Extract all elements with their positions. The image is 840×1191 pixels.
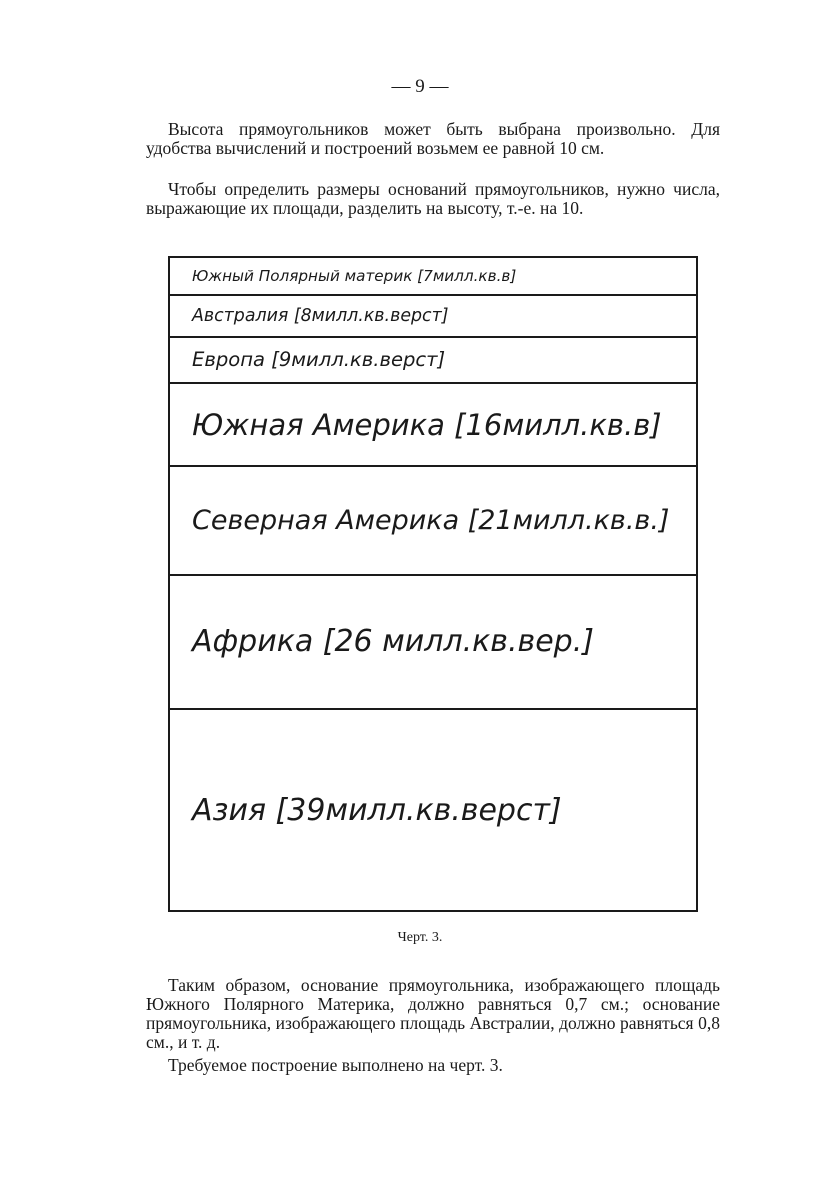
chart-band (170, 382, 696, 465)
continents-area-chart (168, 256, 698, 912)
paragraph-text: Чтобы определить размеры оснований прямоугольников, нужно числа, выражающие их площади, разделить на высоту, т.-е. на 10. (146, 179, 720, 218)
paragraph-base-sizes (146, 180, 720, 218)
chart-band-label: Северная Америка [21милл.кв.в.] (192, 504, 670, 536)
chart-band (170, 258, 696, 294)
paragraph-text: Требуемое построение выполнено на черт. 3. (168, 1055, 503, 1075)
paragraph-text: Высота прямоугольников может быть выбрана произвольно. Для удобства вычислений и построений возьмем ее равной 10 см. (146, 119, 720, 158)
paragraph-rectangle-height (146, 120, 720, 158)
chart-band (170, 708, 696, 910)
chart-band (170, 574, 696, 709)
chart-band (170, 465, 696, 574)
chart-band-label: Южная Америка [16милл.кв.в] (192, 407, 662, 442)
chart-band-label: Азия [39милл.кв.верст] (192, 792, 562, 828)
chart-band (170, 336, 696, 383)
chart-band-label: Австралия [8милл.кв.верст] (192, 305, 449, 326)
paragraph-text: Таким образом, основание прямоугольника, изображающего площадь Южного Полярного Материка, должно равняться 0,7 см.; основание прямоугольника, изображающего площадь Австралии, должно равняться 0,8 см., и т. д. (146, 975, 720, 1052)
chart-band-label: Африка [26 милл.кв.вер.] (192, 624, 594, 660)
chart-band-label: Европа [9милл.кв.верст] (192, 348, 446, 372)
figure-caption: Черт. 3. (397, 930, 443, 945)
page-number: — 9 — (391, 76, 449, 97)
chart-band-label: Южный Полярный материк [7милл.кв.в] (192, 267, 517, 286)
paragraph-reference (146, 1056, 720, 1075)
chart-band (170, 294, 696, 335)
paragraph-conclusion (146, 976, 720, 1052)
